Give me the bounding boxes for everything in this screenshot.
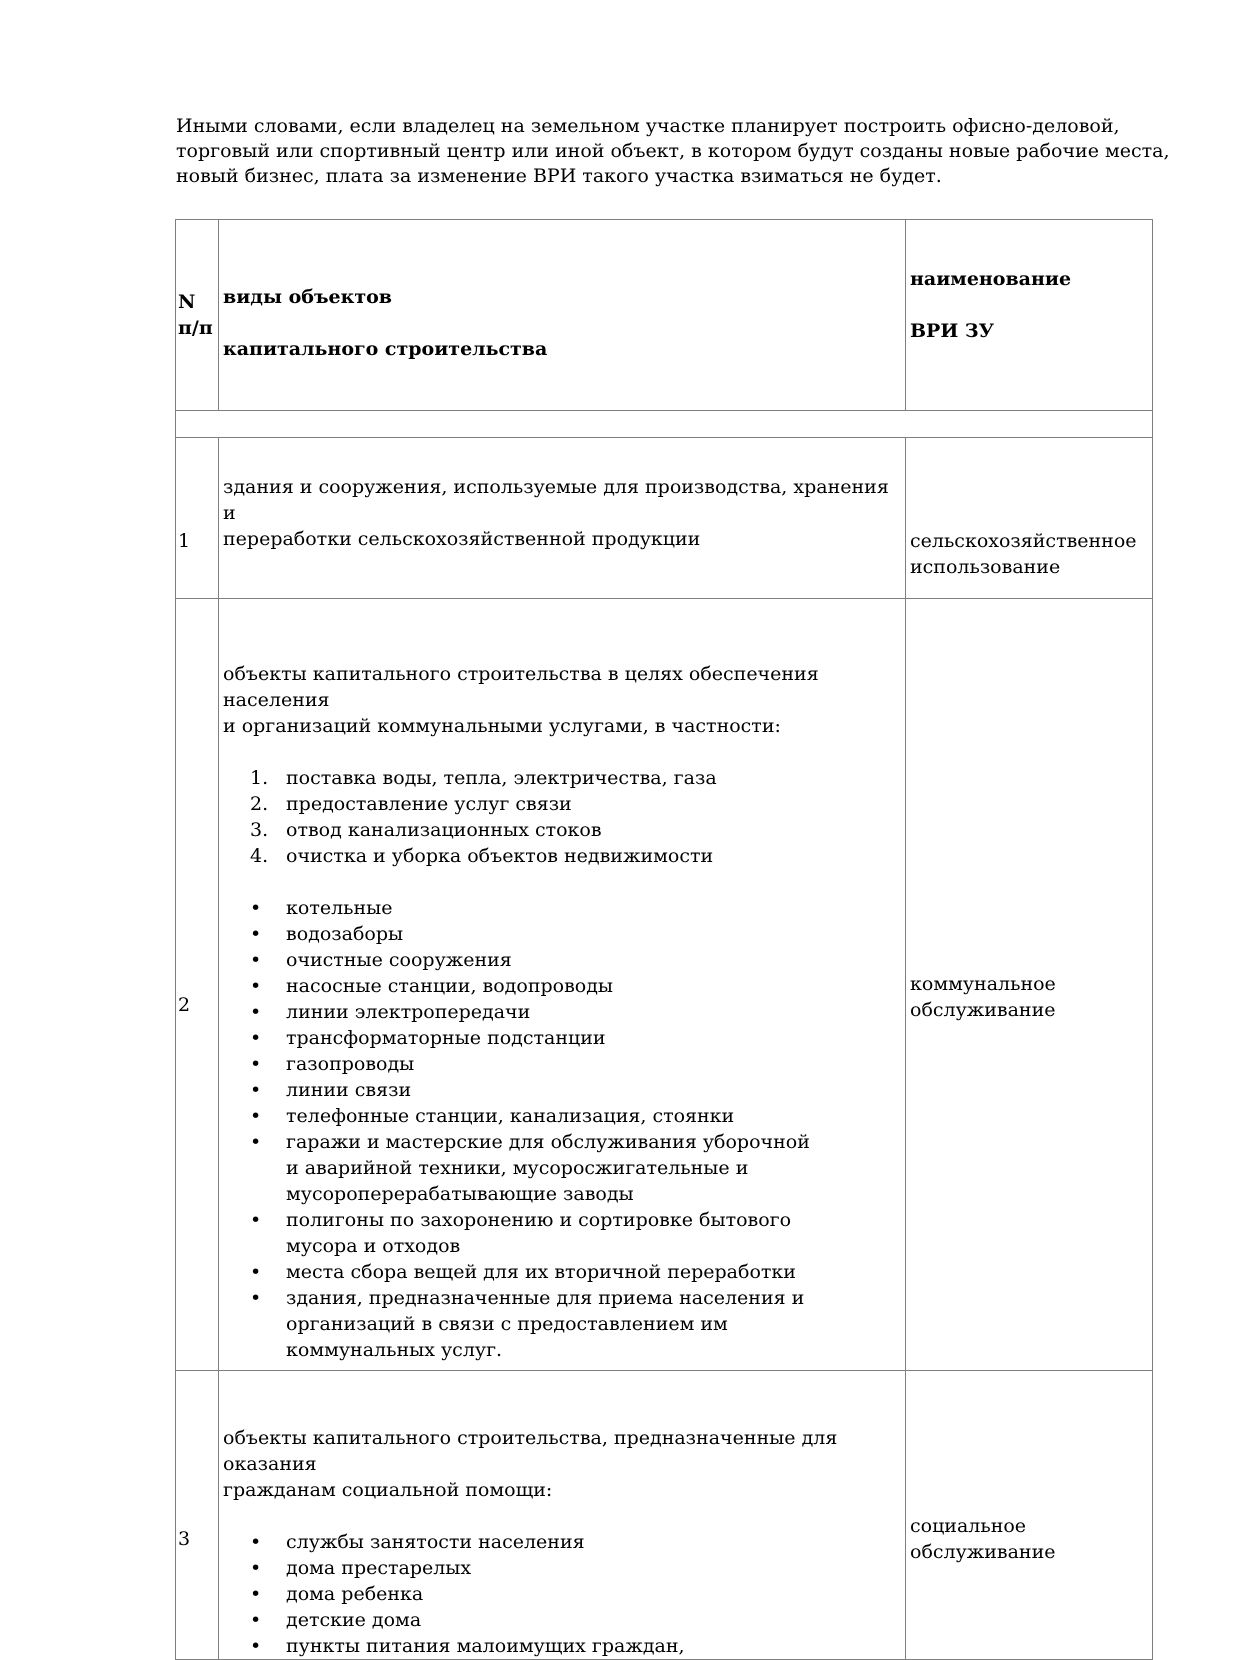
- text-line: ВРИ ЗУ: [910, 320, 995, 342]
- table-header-row: [176, 220, 1153, 411]
- list-item: [223, 1581, 826, 1607]
- list-item-text: трансформаторные подстанции: [286, 1027, 606, 1049]
- text-line: [223, 310, 903, 336]
- list-number-marker: 2.: [250, 793, 269, 815]
- list-item-text: полигоны по захоронению и сортировке бытового мусора и отходов: [286, 1209, 792, 1257]
- list-item: [223, 1529, 826, 1555]
- header-cell-number: [176, 220, 219, 411]
- list-item-text: очистка и уборка объектов недвижимости: [286, 845, 714, 867]
- list-item: [223, 843, 826, 869]
- list-item-text: предоставление услуг связи: [286, 793, 572, 815]
- row3-vri-cell: [906, 1371, 1153, 1660]
- list-item-text: линии связи: [286, 1079, 412, 1101]
- bullet-icon: •: [250, 975, 262, 997]
- row1-number-cell: [176, 438, 219, 599]
- row2-number-cell: [176, 599, 219, 1371]
- list-item: [223, 791, 826, 817]
- list-item-text: насосные станции, водопроводы: [286, 975, 614, 997]
- list-item: [223, 947, 826, 973]
- list-item: [223, 1555, 826, 1581]
- bullet-icon: •: [250, 1209, 262, 1231]
- table-row: [176, 1371, 1153, 1660]
- list-item: [223, 1259, 826, 1285]
- text-line: п/п: [178, 317, 213, 339]
- text-line: виды объектов: [223, 286, 392, 308]
- list-item: [223, 1607, 826, 1633]
- text-line: объекты капитального строительства, предназначенные для оказания: [223, 1427, 838, 1475]
- list-item: [223, 895, 826, 921]
- row2-vri-cell: [906, 599, 1153, 1371]
- bullet-icon: •: [250, 1131, 262, 1153]
- row-description: [219, 474, 905, 598]
- text-line: наименование: [910, 268, 1072, 290]
- spacer-cell: [176, 411, 1153, 438]
- bullet-icon: •: [250, 1079, 262, 1101]
- text-line: [910, 292, 1150, 318]
- row3-description-cell: [219, 1371, 906, 1660]
- text-line: N: [178, 291, 196, 313]
- text-line: социальное: [910, 1515, 1027, 1537]
- list-item-text: газопроводы: [286, 1053, 415, 1075]
- text-line: объекты капитального строительства в целях обеспечения населения: [223, 663, 819, 711]
- list-item: [223, 1285, 826, 1363]
- list-item: [223, 1051, 826, 1077]
- list-item: [223, 765, 826, 791]
- list-item: [223, 921, 826, 947]
- spacer-row: [176, 411, 1153, 438]
- bullet-icon: •: [250, 923, 262, 945]
- row-vri-name: [906, 528, 1152, 598]
- text-line: капитального строительства: [223, 338, 548, 360]
- row1-vri-cell: [906, 438, 1153, 599]
- text-line: обслуживание: [910, 1541, 1056, 1563]
- list-item-text: линии электропередачи: [286, 1001, 531, 1023]
- header-cell-object-types: [219, 220, 906, 411]
- text-line: коммунальное: [910, 972, 1056, 995]
- list-item: [223, 1103, 826, 1129]
- table-row: [176, 599, 1153, 1371]
- bullet-icon: •: [250, 897, 262, 919]
- list-item-text: детские дома: [286, 1609, 422, 1631]
- text-line: торговый или спортивный центр или иной объект, в котором будут созданы новые рабочие места,: [176, 140, 1170, 162]
- list-item-text: гаражи и мастерские для обслуживания уборочной и аварийной техники, мусоросжигательные и мусороперерабатывающие заводы: [286, 1131, 810, 1205]
- text-line: использование: [910, 556, 1061, 578]
- list-item-text: водозаборы: [286, 923, 404, 945]
- list-number-marker: 4.: [250, 845, 269, 867]
- header-vri-name-label: [906, 266, 1152, 344]
- row-description: [223, 1425, 903, 1503]
- bullet-icon: •: [250, 1001, 262, 1023]
- list-item-text: поставка воды, тепла, электричества, газа: [286, 767, 717, 789]
- list-item: [223, 1025, 826, 1051]
- row1-description-cell: [219, 438, 906, 599]
- list-item-text: дома престарелых: [286, 1557, 472, 1579]
- row-number: 1: [178, 530, 191, 552]
- bullet-icon: •: [250, 1027, 262, 1049]
- row3-number-cell: [176, 1371, 219, 1660]
- intro-paragraph: [176, 114, 1170, 189]
- text-line: и организаций коммунальными услугами, в частности:: [223, 715, 781, 737]
- text-line: сельскохозяйственное: [910, 530, 1137, 552]
- list-item-text: телефонные станции, канализация, стоянки: [286, 1105, 735, 1127]
- list-item: [223, 1129, 826, 1207]
- bullet-icon: •: [250, 1261, 262, 1283]
- text-line: Иными словами, если владелец на земельном участке планирует построить офисно-деловой,: [176, 115, 1120, 137]
- header-number-label: [176, 289, 218, 341]
- text-line: здания и сооружения, используемые для производства, хранения и: [223, 476, 889, 524]
- row-vri-name: [906, 971, 1152, 1023]
- list-item-text: пункты питания малоимущих граждан,: [286, 1635, 685, 1657]
- list-item-text: службы занятости населения: [286, 1531, 585, 1553]
- row2-description-cell: [219, 599, 906, 1371]
- list-item-text: котельные: [286, 897, 393, 919]
- row-number: 3: [178, 1528, 191, 1550]
- bullet-icon: •: [250, 1105, 262, 1127]
- header-object-types-label: [219, 284, 905, 362]
- list-item: [223, 817, 826, 843]
- bullet-icon: •: [250, 1531, 262, 1553]
- bullet-list: [223, 1529, 903, 1659]
- bullet-icon: •: [250, 1583, 262, 1605]
- bullet-icon: •: [250, 1557, 262, 1579]
- text-line: обслуживание: [910, 998, 1056, 1021]
- text-line: новый бизнес, плата за изменение ВРИ такого участка взиматься не будет.: [176, 165, 942, 187]
- bullet-list: [223, 895, 903, 1363]
- list-item: [223, 999, 826, 1025]
- text-line: гражданам социальной помощи:: [223, 1479, 553, 1501]
- list-item-text: очистные сооружения: [286, 949, 512, 971]
- bullet-icon: •: [250, 1287, 262, 1309]
- list-item: [223, 1633, 826, 1659]
- header-cell-vri-name: [906, 220, 1153, 411]
- bullet-icon: •: [250, 1053, 262, 1075]
- table-row: [176, 438, 1153, 599]
- text-line: переработки сельскохозяйственной продукции: [223, 528, 701, 550]
- list-item-text: дома ребенка: [286, 1583, 424, 1605]
- list-number-marker: 3.: [250, 819, 269, 841]
- numbered-list: [223, 765, 903, 869]
- bullet-icon: •: [250, 949, 262, 971]
- list-number-marker: 1.: [250, 767, 269, 789]
- bullet-icon: •: [250, 1609, 262, 1631]
- row-number: 2: [178, 993, 191, 1016]
- row-description: [223, 661, 903, 739]
- list-item-text: места сбора вещей для их вторичной переработки: [286, 1261, 796, 1283]
- list-item: [223, 973, 826, 999]
- list-item: [223, 1077, 826, 1103]
- list-item: [223, 1207, 826, 1259]
- bullet-icon: •: [250, 1635, 262, 1657]
- vri-table: [175, 219, 1153, 1660]
- list-item-text: здания, предназначенные для приема населения и организаций в связи с предоставлением им коммунальных услуг.: [286, 1287, 805, 1361]
- row-vri-name: [906, 1513, 1152, 1565]
- list-item-text: отвод канализационных стоков: [286, 819, 602, 841]
